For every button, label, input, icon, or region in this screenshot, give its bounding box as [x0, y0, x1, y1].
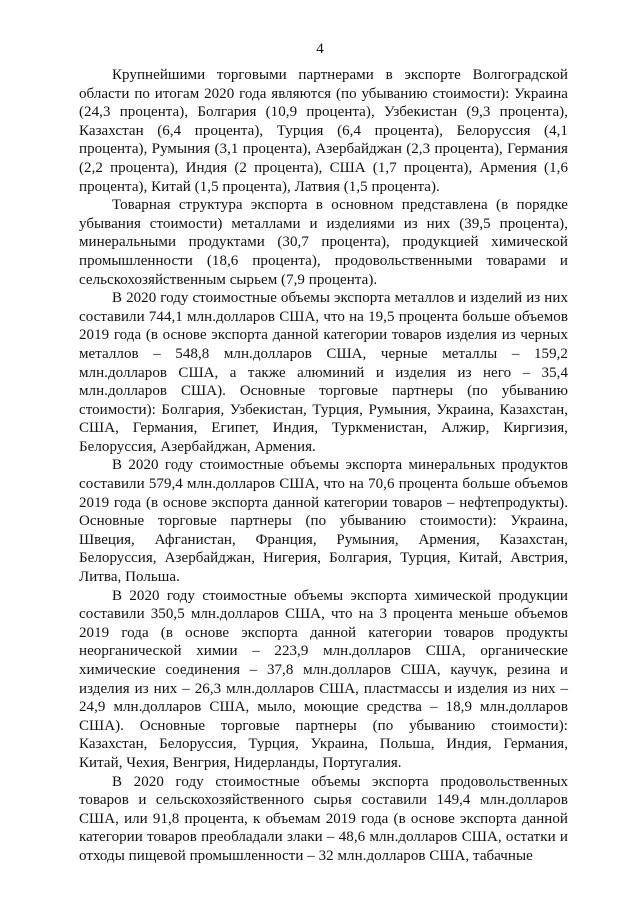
paragraph-metals-export: В 2020 году стоимостные объемы экспорта металлов и изделий из них составили 744,1 млн.долларов США, что на 19,5 процента больше объемов 2019 года (в основе экспорта данной категории товаров изделия из черных металлов – 548,8 млн.долларов США, черные металлы – 159,2 млн.долларов США, а также алюминий и изделия из него – 35,4 млн.долларов США). Основные торговые партнеры (по убыванию стоимости): Болгария, Узбекистан, Турция, Румыния, Украина, Казахстан, США, Германия, Египет, Индия, Туркменистан, Алжир, Киргизия, Белоруссия, Азербайджан, Армения.: [79, 290, 568, 455]
page-number: 4: [316, 41, 324, 57]
paragraph-export-partners: Крупнейшими торговыми партнерами в экспорте Волгоградской области по итогам 2020 года являются (по убыванию стоимости): Украина (24,3 процента), Болгария (10,9 процента), Узбекистан (9,3 процента), Казахстан (6,4 процента), Турция (6,4 процента), Белоруссия (4,1 процента), Румыния (3,1 процента), Азербайджан (2,3 процента), Германия (2,2 процента), Индия (2 процента), США (1,7 процента), Армения (1,6 процента), Китай (1,5 процента), Латвия (1,5 процента).: [79, 67, 568, 195]
paragraph-export-structure: Товарная структура экспорта в основном представлена (в порядке убывания стоимости) металлами и изделиями из них (39,5 процента), минеральными продуктами (30,7 процента), продукцией химической промышленности (18,6 процента), продовольственными товарами и сельскохозяйственным сырьем (7,9 процента).: [79, 197, 568, 288]
paragraph-food-products-export: В 2020 году стоимостные объемы экспорта продовольственных товаров и сельскохозяйственного сырья составили 149,4 млн.долларов США, или 91,8 процента, к объемам 2019 года (в основе экспорта данной категории товаров преобладали злаки – 48,6 млн.долларов США, остатки и отходы пищевой промышленности – 32 млн.долларов США, табачные: [79, 773, 568, 864]
paragraph-mineral-products-export: В 2020 году стоимостные объемы экспорта минеральных продуктов составили 579,4 млн.долларов США, что на 70,6 процента больше объемов 2019 года (в основе экспорта данной категории товаров – нефтепродукты). Основные торговые партнеры (по убыванию стоимости): Украина, Швеция, Афганистан, Франция, Румыния, Армения, Казахстан, Белоруссия, Азербайджан, Нигерия, Болгария, Турция, Китай, Австрия, Литва, Польша.: [79, 457, 568, 586]
document-body: [79, 66, 568, 866]
paragraph-chemical-products-export: В 2020 году стоимостные объемы экспорта химической продукции составили 350,5 млн.долларов США, что на 3 процента меньше объемов 2019 года (в основе экспорта данной категории товаров продукты неорганической химии – 223,9 млн.долларов США, органические химические соединения – 37,8 млн.долларов США, каучук, резина и изделия из них – 26,3 млн.долларов США, пластмассы и изделия из них – 24,9 млн.долларов США, мыло, моющие средства – 18,9 млн.долларов США). Основные торговые партнеры (по убыванию стоимости): Казахстан, Белоруссия, Турция, Украина, Польша, Индия, Германия, Китай, Чехия, Венгрия, Нидерланды, Португалия.: [79, 587, 568, 771]
